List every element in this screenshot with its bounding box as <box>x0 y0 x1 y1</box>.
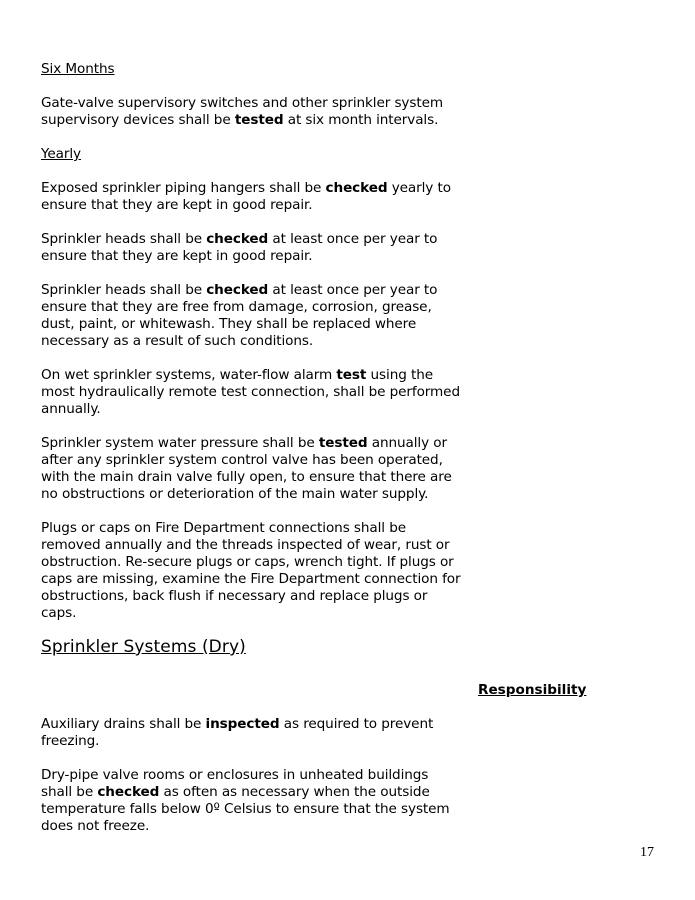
heading-dry-systems: Sprinkler Systems (Dry) <box>41 637 246 657</box>
heading-six-months: Six Months <box>41 61 115 77</box>
paragraph-heads-repair: Sprinkler heads shall be checked at least once per year to ensure that they are kept in good repair. <box>41 231 438 264</box>
paragraph-piping-hangers: Exposed sprinkler piping hangers shall be checked yearly to ensure that they are kept in good repair. <box>41 180 451 213</box>
paragraph-gate-valve: Gate-valve supervisory switches and other sprinkler system supervisory devices shall be tested at six month intervals. <box>41 95 443 128</box>
paragraph-water-flow-alarm: On wet sprinkler systems, water-flow alarm test using the most hydraulically remote test connection, shall be performed annually. <box>41 367 460 417</box>
main-content <box>41 61 461 658</box>
heading-yearly: Yearly <box>41 146 82 162</box>
paragraph-heads-damage: Sprinkler heads shall be checked at least once per year to ensure that they are free from damage, corrosion, grease, dust, paint, or whitewash. They shall be replaced where necessary as a result of such conditions. <box>41 282 438 349</box>
dry-systems-content <box>41 716 461 835</box>
paragraph-dry-pipe-rooms: Dry-pipe valve rooms or enclosures in unheated buildings shall be checked as often as necessary when the outside temperature falls below 0º Celsius to ensure that the system does not freeze. <box>41 767 450 834</box>
paragraph-water-pressure: Sprinkler system water pressure shall be tested annually or after any sprinkler system control valve has been operated, with the main drain valve fully open, to ensure that there are no obstructions or deterioration of the main water supply. <box>41 435 452 502</box>
page-number: 17 <box>640 845 654 860</box>
paragraph-plugs-caps: Plugs or caps on Fire Department connections shall be removed annually and the threads inspected of wear, rust or obstruction. Re-secure plugs or caps, wrench tight. If plugs or caps are missing, examine the Fire Department connection for obstructions, back flush if necessary and replace plugs or caps. <box>41 520 461 621</box>
paragraph-auxiliary-drains: Auxiliary drains shall be inspected as required to prevent freezing. <box>41 716 434 749</box>
responsibility-column-heading: Responsibility <box>478 682 587 698</box>
